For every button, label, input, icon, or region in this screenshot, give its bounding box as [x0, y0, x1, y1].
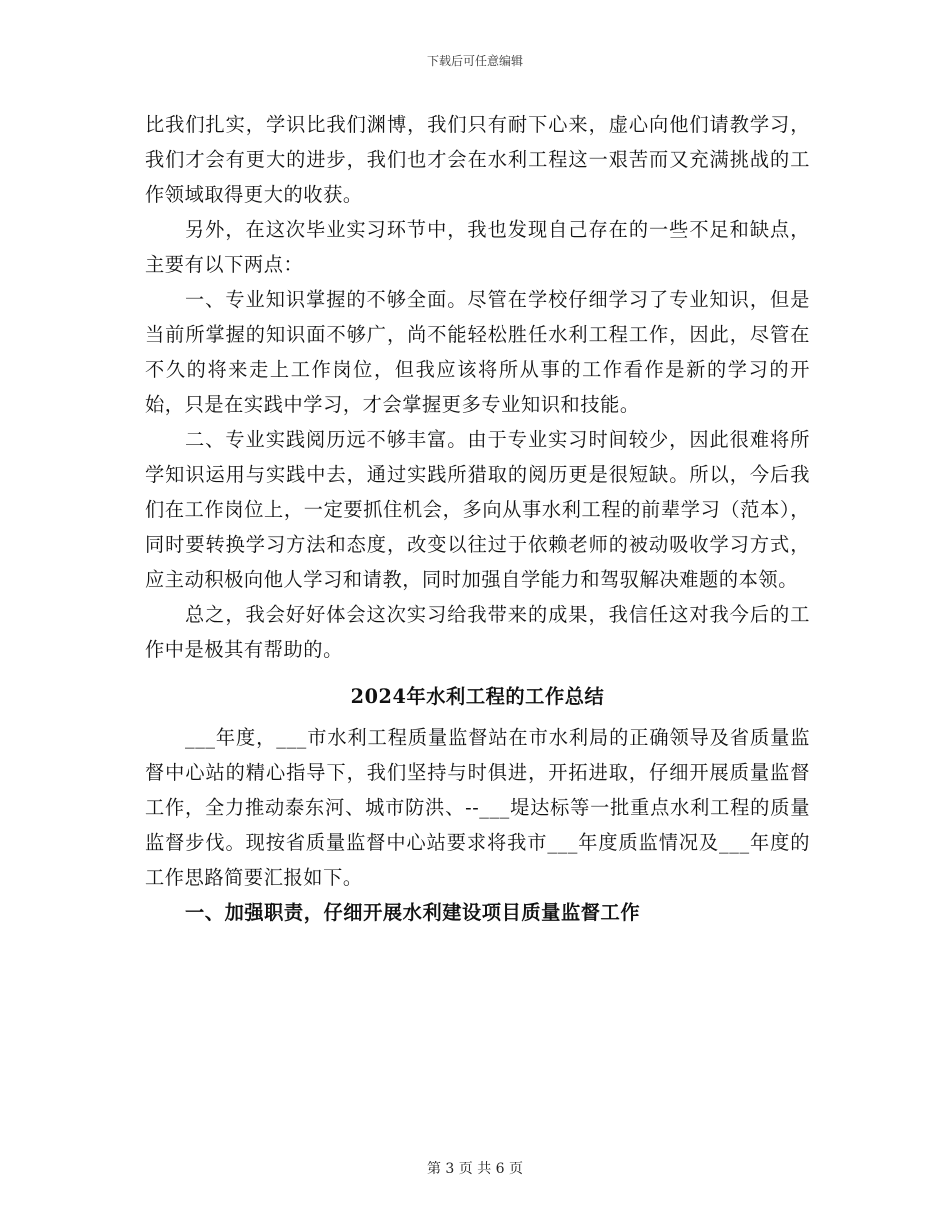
document-body — [145, 107, 810, 930]
paragraph-conclusion: 总之，我会好好体会这次实习给我带来的成果，我信任这对我今后的工作中是极其有帮助的。 — [145, 603, 810, 661]
paragraph-shortcomings-intro: 另外，在这次毕业实习环节中，我也发现自己存在的一些不足和缺点，主要有以下两点： — [145, 218, 810, 276]
paragraph-continuation: 比我们扎实，学识比我们渊博，我们只有耐下心来，虚心向他们请教学习，我们才会有更大的进步，我们也才会在水利工程这一艰苦而又充满挑战的工作领域取得更大的收获。 — [145, 113, 810, 206]
page-number: 第 3 页 共 6 页 — [426, 1161, 524, 1177]
paragraph-point-one: 一、专业知识掌握的不够全面。尽管在学校仔细学习了专业知识，但是当前所掌握的知识面不够广，尚不能轻松胜任水利工程工作，因此，尽管在不久的将来走上工作岗位，但我应该将所从事的工作看作是新的学习的开始，只是在实践中学习，才会掌握更多专业知识和技能。 — [145, 288, 810, 416]
paragraph-point-two: 二、专业实践阅历远不够丰富。由于专业实习时间较少，因此很难将所学知识运用与实践中去，通过实践所猎取的阅历更是很短缺。所以，今后我们在工作岗位上，一定要抓住机会，多向从事水利工程的前辈学习（范本），同时要转换学习方法和态度，改变以往过于依赖老师的被动吸收学习方式，应主动积极向他人学习和请教，同时加强自学能力和驾驭解决难题的本领。 — [145, 428, 810, 591]
sub-heading-one: 一、加强职责，仔细开展水利建设项目质量监督工作 — [185, 901, 641, 924]
section-title: 2024年水利工程的工作总结 — [350, 685, 605, 708]
page-header: 下载后可任意编辑 — [426, 54, 523, 68]
paragraph-section-intro: ___年度，___市水利工程质量监督站在市水利局的正确领导及省质量监督中心站的精心指导下，我们坚持与时俱进，开拓进取，仔细开展质量监督工作，全力推动泰东河、城市防洪、--___堤达标等一批重点水利工程的质量监督步伐。现按省质量监督中心站要求将我市___年度质监情况及___年度的工作思路简要汇报如下。 — [145, 726, 810, 889]
